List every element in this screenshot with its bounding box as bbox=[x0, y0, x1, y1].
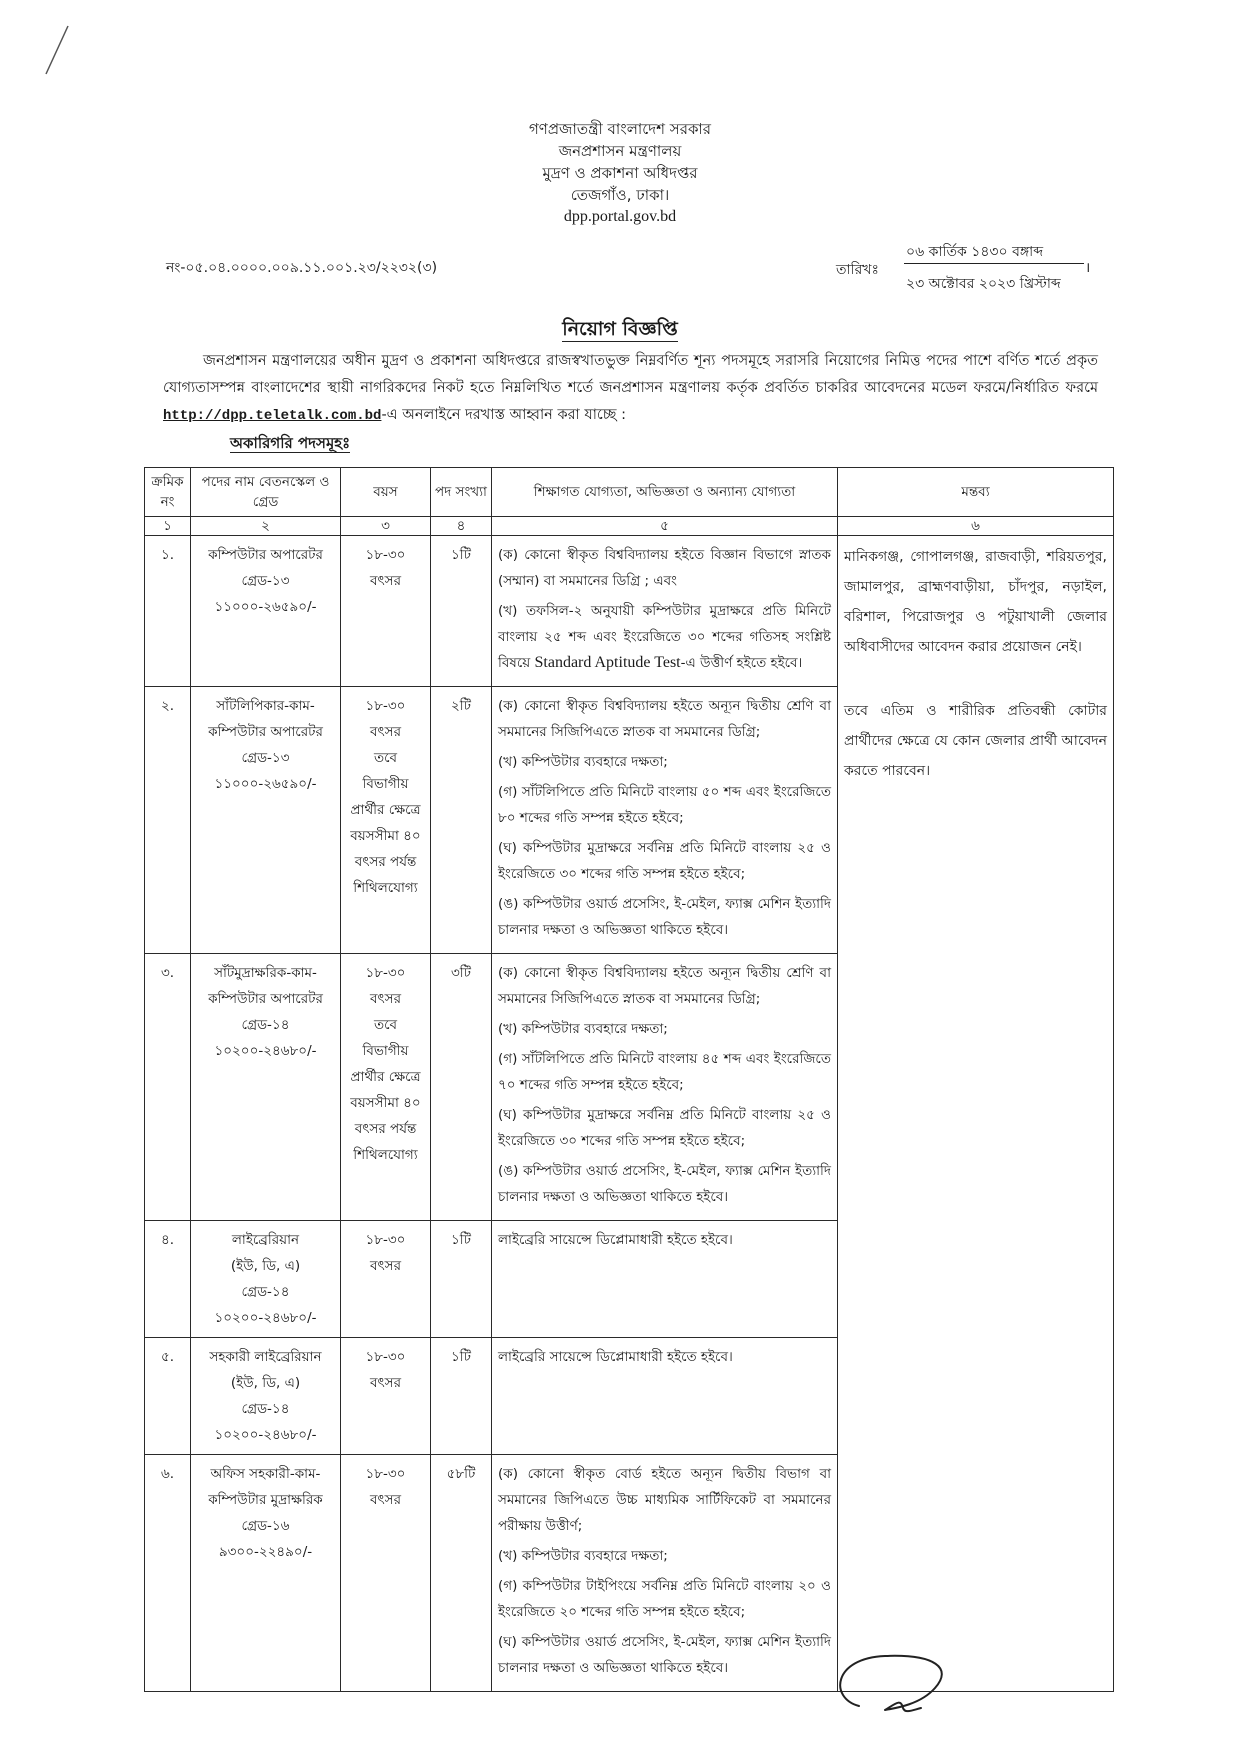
age-cell bbox=[341, 536, 431, 687]
notice-title-text: নিয়োগ বিজ্ঞপ্তি bbox=[562, 318, 678, 340]
date-bangla: ০৬ কার্তিক ১৪৩০ বঙ্গাব্দ bbox=[906, 244, 1044, 260]
column-number: ৫ bbox=[492, 517, 838, 536]
remarks-cell bbox=[838, 536, 1114, 1692]
qualification-item: (গ) সাঁটলিপিতে প্রতি মিনিটে বাংলায় ৪৫ শব্দ এবং ইংরেজিতে ৭০ শব্দের গতি সম্পন্ন হইতে হইবে; bbox=[498, 1051, 831, 1093]
qualification-item: (ক) কোনো স্বীকৃত বিশ্ববিদ্যালয় হইতে বিজ্ঞান বিভাগে স্নাতক (সম্মান) বা সমমানের ডিগ্রি ; এবং bbox=[498, 547, 831, 589]
department-name: মুদ্রণ ও প্রকাশনা অধিদপ্তর bbox=[542, 164, 698, 182]
row-serial: ১. bbox=[145, 536, 191, 687]
qualification-item: (ক) কোনো স্বীকৃত বোর্ড হইতে অন্যূন দ্বিতীয় বিভাগ বা সমমানের জিপিএতে উচ্চ মাধ্যমিক সার্টিফিকেট বা সমমানের পরীক্ষায় উত্তীর্ণ; bbox=[498, 1466, 831, 1534]
post-abbreviation: (ইউ, ডি, এ) bbox=[230, 1258, 301, 1274]
age-unit: বৎসর bbox=[369, 991, 402, 1007]
age-cell bbox=[341, 687, 431, 954]
post-grade: গ্রেড-১৬ bbox=[241, 1518, 290, 1534]
post-count: ৫৮টি bbox=[431, 1455, 492, 1692]
office-address: তেজগাঁও, ঢাকা। bbox=[570, 186, 670, 204]
post-scale: ১০২০০-২৪৬৮০/- bbox=[214, 1043, 317, 1059]
header-count: পদ সংখ্যা bbox=[431, 468, 492, 517]
post-grade: গ্রেড-১৪ bbox=[241, 1017, 290, 1033]
post-name: কম্পিউটার অপারেটর bbox=[208, 547, 323, 563]
memo-number: নং-০৫.০৪.০০০০.০০৯.১১.০০১.২৩/২২৩২(৩) bbox=[166, 260, 438, 276]
post-cell bbox=[191, 954, 341, 1221]
post-name: সাঁটমুদ্রাক্ষরিক-কাম-কম্পিউটার অপারেটর bbox=[208, 965, 323, 1007]
post-cell bbox=[191, 687, 341, 954]
table-header-row bbox=[145, 468, 1114, 517]
pen-stroke-mark bbox=[36, 22, 76, 82]
age-cell bbox=[341, 954, 431, 1221]
post-scale: ১১০০০-২৬৫৯০/- bbox=[214, 776, 317, 792]
post-name: সহকারী লাইব্রেরিয়ান bbox=[209, 1349, 322, 1365]
post-scale: ১০২০০-২৪৬৮০/- bbox=[214, 1427, 317, 1443]
row-serial: ৫. bbox=[145, 1338, 191, 1455]
date-divider bbox=[904, 263, 1084, 264]
row-serial: ৩. bbox=[145, 954, 191, 1221]
intro-text-end: -এ অনলাইনে দরখাস্ত আহ্বান করা যাচ্ছে : bbox=[381, 407, 626, 423]
post-scale: ১১০০০-২৬৫৯০/- bbox=[214, 599, 317, 615]
header-qualification: শিক্ষাগত যোগ্যতা, অভিজ্ঞতা ও অন্যান্য যোগ্যতা bbox=[492, 468, 838, 517]
age-condition: তবে bbox=[373, 750, 398, 766]
qualification-item: (ঘ) কম্পিউটার মুদ্রাক্ষরে সর্বনিম্ন প্রতি মিনিটে বাংলায় ২৫ ও ইংরেজিতে ৩০ শব্দের গতি সম্পন্ন হইতে হইবে; bbox=[498, 840, 831, 882]
header-remarks: মন্তব্য bbox=[838, 468, 1114, 517]
qualification-item: (গ) সাঁটলিপিতে প্রতি মিনিটে বাংলায় ৫০ শব্দ এবং ইংরেজিতে ৮০ শব্দের গতি সম্পন্ন হইতে হইবে; bbox=[498, 784, 831, 826]
office-website: dpp.portal.gov.bd bbox=[563, 208, 677, 225]
post-grade: গ্রেড-১৪ bbox=[241, 1284, 290, 1300]
qualification-cell bbox=[492, 687, 838, 954]
qualification-item: (খ) কম্পিউটার ব্যবহারে দক্ষতা; bbox=[498, 1548, 668, 1564]
age-range: ১৮-৩০ bbox=[365, 965, 406, 981]
post-count: ৩টি bbox=[431, 954, 492, 1221]
qualification-cell bbox=[492, 1338, 838, 1455]
posts-table bbox=[144, 467, 1114, 1692]
post-name: সাঁটলিপিকার-কাম-কম্পিউটার অপারেটর bbox=[208, 698, 323, 740]
ministry-name: জনপ্রশাসন মন্ত্রণালয় bbox=[558, 142, 682, 160]
column-number: ২ bbox=[191, 517, 341, 536]
post-name: অফিস সহকারী-কাম-কম্পিউটার মুদ্রাক্ষরিক bbox=[208, 1466, 323, 1508]
section-title-text: অকারিগরি পদসমূহঃ bbox=[230, 434, 351, 452]
header-post: পদের নাম বেতনস্কেল ও গ্রেড bbox=[191, 468, 341, 517]
post-grade: গ্রেড-১৩ bbox=[241, 573, 290, 589]
intro-paragraph bbox=[163, 348, 1098, 430]
age-range: ১৮-৩০ bbox=[365, 1232, 406, 1248]
qualification-item: (ক) কোনো স্বীকৃত বিশ্ববিদ্যালয় হইতে অন্যূন দ্বিতীয় শ্রেণি বা সমমানের সিজিপিএতে স্নাতক বা সমমানের ডিগ্রি; bbox=[498, 965, 831, 1007]
header-age: বয়স bbox=[341, 468, 431, 517]
date-divider-end: । bbox=[1085, 260, 1091, 276]
officer-signature bbox=[825, 1648, 965, 1728]
qualification-cell bbox=[492, 1221, 838, 1338]
age-unit: বৎসর bbox=[369, 724, 402, 740]
qualification-item: লাইব্রেরি সায়েন্সে ডিপ্লোমাধারী হইতে হইবে। bbox=[498, 1232, 733, 1248]
row-serial: ৬. bbox=[145, 1455, 191, 1692]
column-number-row bbox=[145, 517, 1114, 536]
age-unit: বৎসর bbox=[369, 573, 402, 589]
post-count: ১টি bbox=[431, 536, 492, 687]
date-english: ২৩ অক্টোবর ২০২৩ খ্রিস্টাব্দ bbox=[906, 276, 1061, 292]
qualification-item: (খ) তফসিল-২ অনুযায়ী কম্পিউটার মুদ্রাক্ষরে প্রতি মিনিটে বাংলায় ২৫ শব্দ এবং ইংরেজিতে ৩০ শব্দের গতিসহ সংশ্লিষ্ট বিষয়ে Standard Aptitude Test-এ উত্তীর্ণ হইতে হইবে। bbox=[498, 603, 831, 671]
column-number: ৩ bbox=[341, 517, 431, 536]
age-relaxation: বিভাগীয় প্রার্থীর ক্ষেত্রে বয়সসীমা ৪০ বৎসর পর্যন্ত শিথিলযোগ্য bbox=[350, 1043, 421, 1163]
post-name: লাইব্রেরিয়ান bbox=[231, 1232, 300, 1248]
age-unit: বৎসর bbox=[369, 1258, 402, 1274]
qualification-cell bbox=[492, 536, 838, 687]
section-title bbox=[230, 432, 350, 457]
post-grade: গ্রেড-১৪ bbox=[241, 1401, 290, 1417]
post-abbreviation: (ইউ, ডি, এ) bbox=[230, 1375, 301, 1391]
header-serial: ক্রমিক নং bbox=[145, 468, 191, 517]
qualification-cell bbox=[492, 1455, 838, 1692]
age-cell bbox=[341, 1338, 431, 1455]
qualification-item: (ক) কোনো স্বীকৃত বিশ্ববিদ্যালয় হইতে অন্যূন দ্বিতীয় শ্রেণি বা সমমানের সিজিপিএতে স্নাতক বা সমমানের ডিগ্রি; bbox=[498, 698, 831, 740]
table-row bbox=[145, 536, 1114, 687]
age-relaxation: বিভাগীয় প্রার্থীর ক্ষেত্রে বয়সসীমা ৪০ বৎসর পর্যন্ত শিথিলযোগ্য bbox=[350, 776, 421, 896]
age-cell bbox=[341, 1221, 431, 1338]
column-number: ৪ bbox=[431, 517, 492, 536]
application-link[interactable]: http://dpp.teletalk.com.bd bbox=[163, 408, 382, 424]
date-label: তারিখঃ bbox=[836, 262, 879, 278]
qualification-item: (ঘ) কম্পিউটার ওয়ার্ড প্রসেসিং, ই-মেইল, ফ্যাক্স মেশিন ইত্যাদি চালনার দক্ষতা ও অভিজ্ঞতা থাকিতে হইবে। bbox=[498, 1634, 831, 1676]
qualification-item: (ঘ) কম্পিউটার মুদ্রাক্ষরে সর্বনিম্ন প্রতি মিনিটে বাংলায় ২৫ ও ইংরেজিতে ৩০ শব্দের গতি সম্পন্ন হইতে হইবে; bbox=[498, 1107, 831, 1149]
post-cell bbox=[191, 1338, 341, 1455]
age-unit: বৎসর bbox=[369, 1375, 402, 1391]
post-cell bbox=[191, 536, 341, 687]
post-count: ১টি bbox=[431, 1338, 492, 1455]
remarks-district-exclusion: মানিকগঞ্জ, গোপালগঞ্জ, রাজবাড়ী, শরিয়তপুর, জামালপুর, ব্রাহ্মণবাড়ীয়া, চাঁদপুর, নড়াইল, বরিশাল, পিরোজপুর ও পটুয়াখালী জেলার অধিবাসীদের আবেদন করার প্রয়োজন নেই। bbox=[844, 549, 1107, 655]
post-count: ১টি bbox=[431, 1221, 492, 1338]
intro-text: জনপ্রশাসন মন্ত্রণালয়ের অধীন মুদ্রণ ও প্রকাশনা অধিদপ্তরে রাজস্বখাতভুক্ত নিম্নবর্ণিত শূন্য পদসমূহে সরাসরি নিয়োগের নিমিত্ত পদের পাশে বর্ণিত শর্তে প্রকৃত যোগ্যতাসম্পন্ন বাংলাদেশের স্থায়ী নাগরিকদের নিকট হতে নিম্নলিখিত শর্তে জনপ্রশাসন মন্ত্রণালয় কর্তৃক প্রবর্তিত চাকরির আবেদনের মডেল ফরমে/নির্ধারিত ফরমে bbox=[163, 353, 1098, 396]
office-header bbox=[0, 118, 1240, 228]
qualification-item: (ঙ) কম্পিউটার ওয়ার্ড প্রসেসিং, ই-মেইল, ফ্যাক্স মেশিন ইত্যাদি চালনার দক্ষতা ও অভিজ্ঞতা থাকিতে হইবে। bbox=[498, 896, 831, 938]
remarks-quota-exception: তবে এতিম ও শারীরিক প্রতিবন্ধী কোটার প্রার্থীদের ক্ষেত্রে যে কোন জেলার প্রার্থী আবেদন করতে পারবেন। bbox=[844, 703, 1107, 779]
post-cell bbox=[191, 1455, 341, 1692]
qualification-item: লাইব্রেরি সায়েন্সে ডিপ্লোমাধারী হইতে হইবে। bbox=[498, 1349, 733, 1365]
row-serial: ৪. bbox=[145, 1221, 191, 1338]
post-grade: গ্রেড-১৩ bbox=[241, 750, 290, 766]
age-range: ১৮-৩০ bbox=[365, 698, 406, 714]
post-count: ২টি bbox=[431, 687, 492, 954]
qualification-item: (খ) কম্পিউটার ব্যবহারে দক্ষতা; bbox=[498, 754, 668, 770]
column-number: ৬ bbox=[838, 517, 1114, 536]
row-serial: ২. bbox=[145, 687, 191, 954]
qualification-item: (গ) কম্পিউটার টাইপিংয়ে সর্বনিম্ন প্রতি মিনিটে বাংলায় ২০ ও ইংরেজিতে ২০ শব্দের গতি সম্পন্ন হইতে হইবে; bbox=[498, 1578, 831, 1620]
post-cell bbox=[191, 1221, 341, 1338]
age-unit: বৎসর bbox=[369, 1492, 402, 1508]
notice-title bbox=[0, 315, 1240, 347]
age-condition: তবে bbox=[373, 1017, 398, 1033]
age-range: ১৮-৩০ bbox=[365, 1466, 406, 1482]
post-scale: ১০২০০-২৪৬৮০/- bbox=[214, 1310, 317, 1326]
qualification-item: (ঙ) কম্পিউটার ওয়ার্ড প্রসেসিং, ই-মেইল, ফ্যাক্স মেশিন ইত্যাদি চালনার দক্ষতা ও অভিজ্ঞতা থাকিতে হইবে। bbox=[498, 1163, 831, 1205]
qualification-item: (খ) কম্পিউটার ব্যবহারে দক্ষতা; bbox=[498, 1021, 668, 1037]
age-cell bbox=[341, 1455, 431, 1692]
post-scale: ৯৩০০-২২৪৯০/- bbox=[218, 1544, 313, 1560]
qualification-cell bbox=[492, 954, 838, 1221]
aptitude-test-term: Standard Aptitude Test bbox=[534, 654, 681, 671]
govt-name: গণপ্রজাতন্ত্রী বাংলাদেশ সরকার bbox=[528, 120, 712, 138]
column-number: ১ bbox=[145, 517, 191, 536]
age-range: ১৮-৩০ bbox=[365, 1349, 406, 1365]
age-range: ১৮-৩০ bbox=[365, 547, 406, 563]
